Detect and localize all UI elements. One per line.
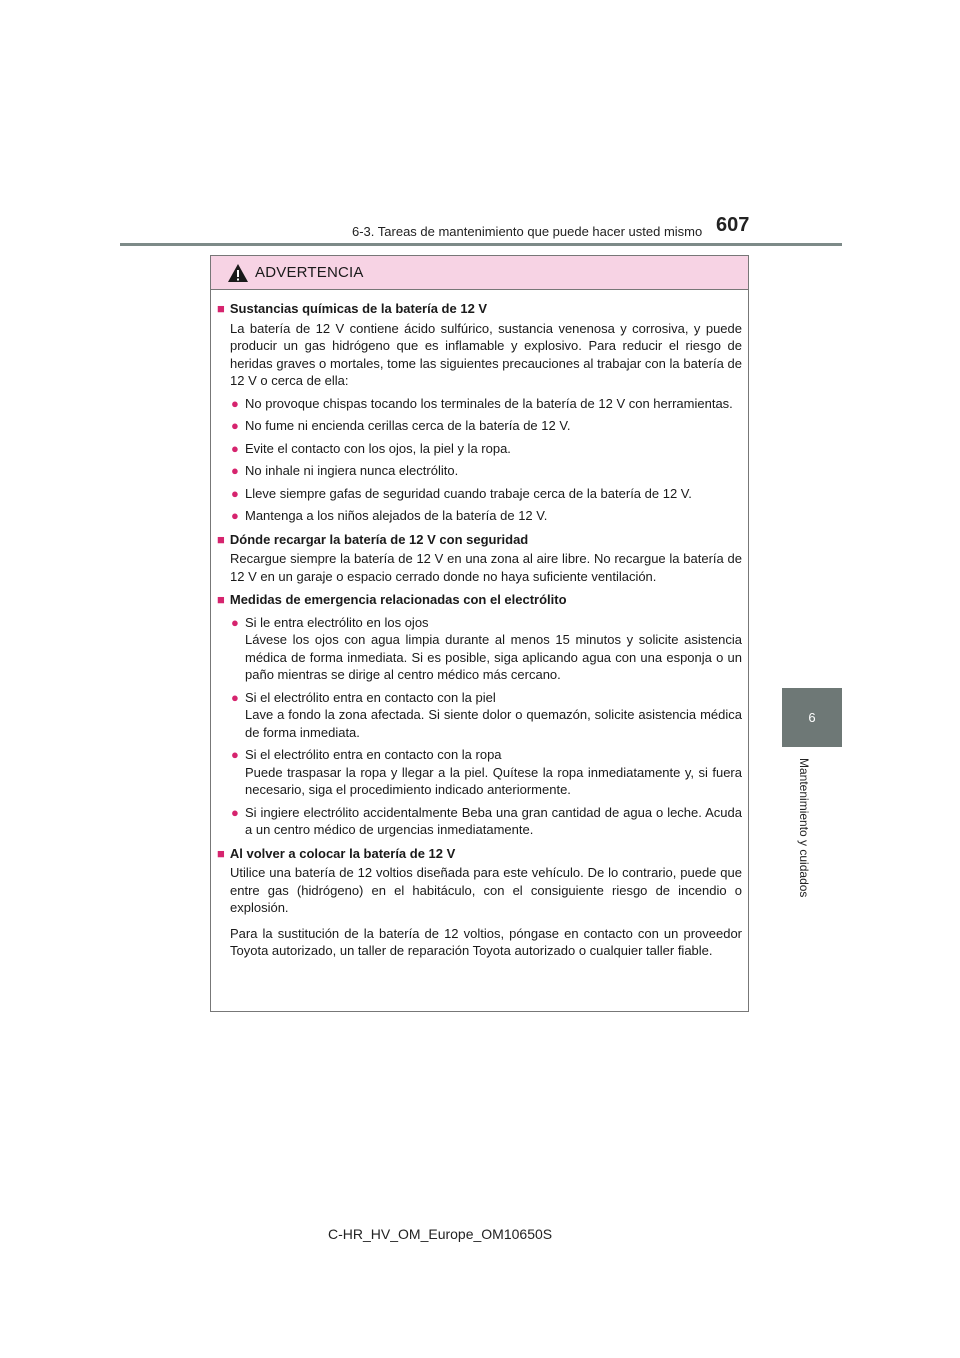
warning-triangle-icon xyxy=(227,263,249,283)
section-title: ■ Medidas de emergencia relacionadas con el electrólito xyxy=(217,592,567,607)
list-item: ● No fume ni encienda cerillas cerca de la batería de 12 V. xyxy=(231,418,571,433)
chapter-tab[interactable] xyxy=(782,688,842,747)
circle-bullet-icon: ● xyxy=(231,485,239,501)
list-item: ● Si le entra electrólito en los ojos Lávese los ojos con agua limpia durante al menos 15 minutos y solicite asistencia médica de forma inmediata. Si es posible, siga aplicando agua con una esponja o un paño mientras se dirige al centro médico más cercano. xyxy=(231,614,742,682)
section-title: ■ Al volver a colocar la batería de 12 V xyxy=(217,845,456,861)
square-bullet-icon: ■ xyxy=(217,845,225,861)
section-intro: La batería de 12 V contiene ácido sulfúrico, sustancia venenosa y corrosiva, y puede producir un gas hidrógeno que es inflamable y explosivo. Para reducir el riesgo de heridas graves o mortales, tome las siguientes precauciones al trabajar con la batería de 12 V o cerca de ella: xyxy=(230,320,742,388)
square-bullet-icon: ■ xyxy=(217,301,225,316)
list-item: ● Si el electrólito entra en contacto con la ropa Puede traspasar la ropa y llegar a la piel. Quítese la ropa inmediatamente y, si fuera necesario, siga el procedimiento indicado anteriormente. xyxy=(231,747,742,797)
circle-bullet-icon: ● xyxy=(231,395,239,411)
list-item: ● Lleve siempre gafas de seguridad cuando trabaje cerca de la batería de 12 V. xyxy=(231,485,692,501)
warning-header xyxy=(211,256,748,290)
list-item: ● Evite el contacto con los ojos, la piel y la ropa. xyxy=(231,440,511,456)
section-title: ■ Sustancias químicas de la batería de 12 V xyxy=(217,301,488,316)
warning-body xyxy=(211,290,748,960)
list-item: ● Si ingiere electrólito accidentalmente Beba una gran cantidad de agua o leche. Acuda a un centro médico de urgencias inmediatamente. xyxy=(231,804,742,837)
circle-bullet-icon: ● xyxy=(231,804,239,820)
list-item: ● Mantenga a los niños alejados de la batería de 12 V. xyxy=(231,508,548,523)
list-item: ● Si el electrólito entra en contacto con la piel Lave a fondo la zona afectada. Si siente dolor o quemazón, solicite asistencia médica de forma inmediata. xyxy=(231,689,742,740)
section-title: ■ Dónde recargar la batería de 12 V con seguridad xyxy=(217,531,529,547)
page-number: 607 xyxy=(716,214,750,236)
running-header: 6-3. Tareas de mantenimiento que puede hacer usted mismo xyxy=(352,224,703,239)
circle-bullet-icon: ● xyxy=(231,747,239,762)
circle-bullet-icon: ● xyxy=(231,440,239,456)
circle-bullet-icon: ● xyxy=(231,418,239,433)
square-bullet-icon: ■ xyxy=(217,592,225,607)
warning-box xyxy=(210,255,749,1012)
circle-bullet-icon: ● xyxy=(231,689,239,705)
warning-title: ADVERTENCIA xyxy=(255,264,364,281)
list-item: ● No provoque chispas tocando los terminales de la batería de 12 V con herramientas. xyxy=(231,395,733,411)
square-bullet-icon: ■ xyxy=(217,531,225,547)
chapter-label: Mantenimiento y cuidados xyxy=(797,758,811,898)
document-code: C-HR_HV_OM_Europe_OM10650S xyxy=(328,1226,553,1242)
circle-bullet-icon: ● xyxy=(231,614,239,630)
section-intro: Recargue siempre la batería de 12 V en una zona al aire libre. No recargue la batería de 12 V en un garaje o espacio cerrado donde no haya suficiente ventilación. xyxy=(230,551,742,584)
circle-bullet-icon: ● xyxy=(231,508,239,523)
header-divider xyxy=(120,243,842,246)
chapter-number: 6 xyxy=(808,710,816,725)
list-item: ● No inhale ni ingiera nunca electrólito. xyxy=(231,463,459,478)
section-paragraph: Para la sustitución de la batería de 12 voltios, póngase en contacto con un proveedor Toyota autorizado, un taller de reparación Toyota autorizado o cualquier taller fiable. xyxy=(230,925,742,958)
circle-bullet-icon: ● xyxy=(231,463,239,478)
section-intro: Utilice una batería de 12 voltios diseñada para este vehículo. De lo contrario, puede que entre gas (hidrógeno) en el habitáculo, con el consiguiente riesgo de incendio o explosión. xyxy=(230,865,742,915)
